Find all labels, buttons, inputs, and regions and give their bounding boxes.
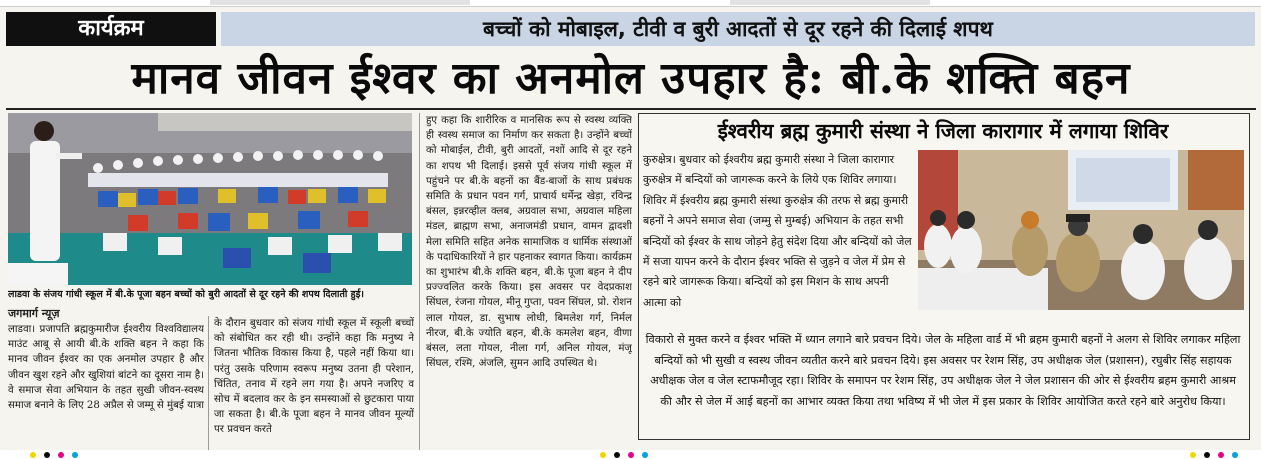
registration-dot [1204,452,1210,458]
top-edge-mark [210,0,470,5]
school-event-photo [8,113,412,285]
registration-dot [44,452,50,458]
sub-headline: बच्चों को मोबाइल, टीवी व बुरी आदतों से दूर रहने की दिलाई शपथ [221,12,1255,46]
article-column-3: हुए कहा कि शारीरिक व मानसिक रूप से स्वस्थ व्यक्ति ही स्वस्थ समाज का निर्माण कर सकता है। उन्होंने बच्चों को मोबाईल, टीवी, बुरी आदतों, नशों आदि से दूर रहने का शपथ भी दिलाई। इससे पूर्व संजय गांधी स्कूल में पहुंचने पर बी.के बहनों का बैंड-बाजों के साथ प्रबंधक समिति के प्रधान पवन गर्ग, प्राचार्य धर्मेन्द्र खेड़ा, रविन्द्र बंसल, इन्नरव्हील क्लब, अग्रवाल सभा, अग्रवाल महिला मंडल, ब्राह्मण सभा, अनाजमंडी प्रधान, वामन द्वादशी मेला समिति सहित अनेक सामाजिक व धार्मिक संस्थाओं के पदाधिकारियों ने हार पहनाकर स्वागत किया। कार्यक्रम का शुभारंभ बी.के शक्ति बहन, बी.के पूजा बहन ने दीप प्रज्ज्वलित करके किया। इस अवसर पर वेदप्रकाश सिंघल, रंजना गोयल, मीनू गुप्ता, पवन सिंघल, प्रो. रोशन लाल गोयल, डा. सुभाष लोधी, बिमलेश गर्ग, निर्मल नीरज, बी.के ज्योति बहन, बी.के कमलेश बहन, वीणा बंसल, लता गोयल, नीला गर्ग, अनिल गोयल, मंजू सिंघल, रश्मि, अंजलि, सुमन आदि उपस्थित थे। [426,115,632,370]
main-headline: मानव जीवन ईश्वर का अनमोल उपहार है: बी.के शक्ति बहन [131,53,1131,104]
registration-dot [628,452,634,458]
boxed-story-text-bottom: विकारो से मुक्त करने व ईश्वर भक्ति में ध्यान लगाने बारे प्रवचन दिये। जेल के महिला वार्ड में भी ब्रहम कुमारी बहनों ने अलग से शिविर लगाकर महिला बन्दियों को भी सुखी व स्वस्थ जीवन व्यतीत करने बारे प्रवचन दिये। इस अवसर पर रेशम सिंह, उप अधीक्षक जेल (प्रशासन), रघुबीर सिंह सहायक अधीक्षक जेल व जेल स्टाफमौजूद रहा। शिविर के समापन पर रेशम सिंह, उप अधीक्षक जेल ने जेल प्रशासन की ओर से ईश्वरीय ब्रहम कुमारी आश्रम की और से जेल में आई बहनों का आभार व्यक्त किया तथा भविष्य में भी जेल में इस प्रकार के शिविर आयोजित करते रहने बारे अनुरोध किया। [645,333,1241,408]
boxed-story-headline: ईश्वरीय ब्रह्म कुमारी संस्था ने जिला कारागार में लगाया शिविर [717,119,1169,143]
article-column-1: लाडवा। प्रजापति ब्रह्मकुमारीज ईश्वरीय विश्वविद्यालय माउंट आबू से आयी बी.के शक्ति बहन ने कहा कि मानव जीवन ईश्वर का एक अनमोल उपहार है और जीवन खुश रहने और खुशियां बांटने का दूसरा नाम है। वे समाज सेवा अभियान के तहत सुखी जीवन-स्वस्थ समाज बनाने के लिए 28 अप्रैल से जम्मू से मुंबई यात्रा [8,324,204,412]
registration-dot [614,452,620,458]
boxed-story-text-top: कुरुक्षेत्र। बुधवार को ईश्वरीय ब्रह्म कुमारी संस्था ने जिला कारागार कुरुक्षेत्र में बन्दियों को जागरूक करने के लिये एक शिविर लगाया। शिविर में ईश्वरीय ब्रह्म कुमारी संस्था कुरुक्षेत्र की तरफ से ब्रह्म कुमारी बहनों ने अपने समाज सेवा (जम्मु से मुम्बई) अभियान के तहत सभी बन्दियों को ईश्वर के साथ जोड़ने हेतु संदेश दिया और बन्दियों को जेल में सजा यापन करने के दौरान ईश्वर भक्ति से जुड़ने व जेल में प्रेम से रहने बारे जागरूक किया। बन्दियों को इस मिशन के साथ अपनी आत्मा को [643,153,912,309]
column-divider [208,316,209,450]
headline-divider [6,108,1256,110]
registration-dot [72,452,78,458]
top-edge-mark [730,0,930,5]
registration-dot [642,452,648,458]
registration-dot [600,452,606,458]
registration-dot [30,452,36,458]
photo-caption: लाडवा के संजय गांधी स्कूल में बी.के पूजा बहन बच्चों को बुरी आदतों से दूर रहने की शपथ दिलाती हुई। [8,289,364,300]
jail-camp-photo [918,150,1244,310]
registration-dot [1190,452,1196,458]
top-page-edge [0,0,1261,7]
section-tag: कार्यक्रम [6,12,216,46]
registration-dot [1232,452,1238,458]
school-event-photo-art [8,113,412,285]
column-divider [419,113,420,450]
registration-dot [58,452,64,458]
registration-dot [1218,452,1224,458]
article-column-2: के दौरान बुधवार को संजय गांधी स्कूल में स्कूली बच्चों को संबोधित कर रही थी। उन्होंने कहा कि मनुष्य ने जितना भौतिक विकास किया है, पहले नहीं किया था। परंतु उसके परिणाम स्वरूप मनुष्य उतना ही परेशान, चिंतित, तनाव में रहने लग गया है। अपने नजरिए व सोच में बदलाव कर के इन समस्याओं से छुटकारा पाया जा सकता है। बी.के पूजा बहन ने मानव जीवन मूल्यों पर प्रवचन करते [214,318,414,436]
byline: जगमार्ग न्यूज़ [8,307,60,320]
jail-camp-photo-art [918,150,1244,310]
